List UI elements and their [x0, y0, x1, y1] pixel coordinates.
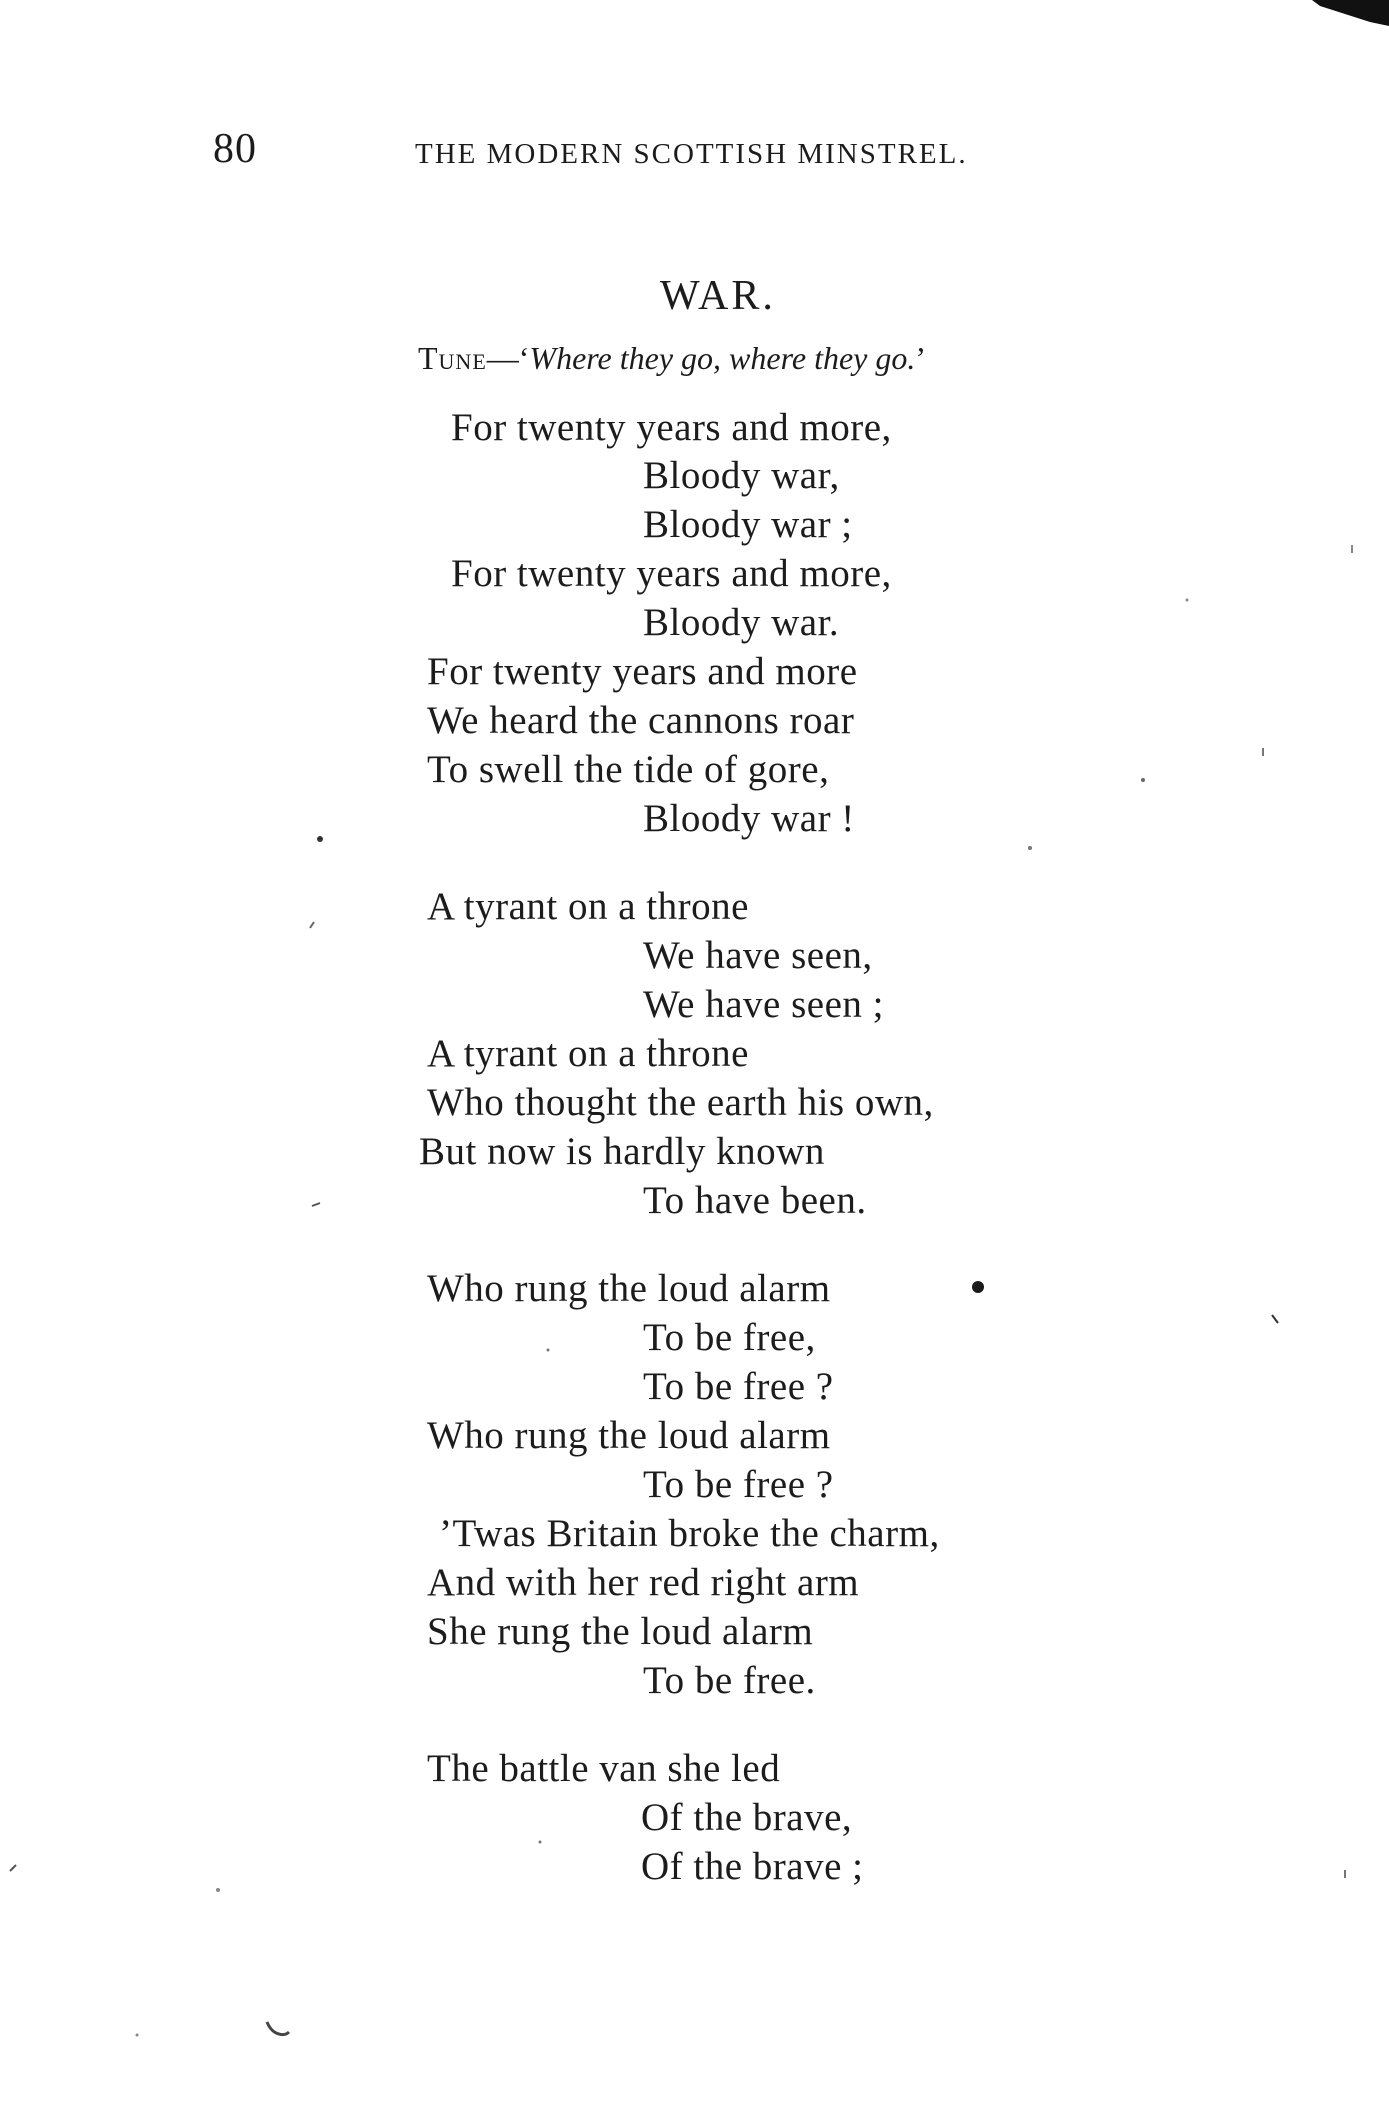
- verse-line: A tyrant on a throne: [427, 1032, 749, 1075]
- tune-close-quote: ’: [915, 340, 927, 376]
- tune-name: Where they go, where they go.: [529, 340, 916, 376]
- corner-mark: [1312, 0, 1389, 26]
- verse-line: Of the brave ;: [641, 1845, 864, 1888]
- verse-line: Bloody war,: [643, 454, 840, 497]
- verse-line: Of the brave,: [641, 1796, 853, 1839]
- verse-line: ’Twas Britain broke the charm,: [439, 1512, 940, 1555]
- ink-blot: [972, 1281, 984, 1293]
- ink-dash: [312, 1203, 320, 1206]
- running-title: THE MODERN SCOTTISH MINSTREL.: [415, 138, 968, 170]
- poem-title: WAR.: [660, 273, 776, 319]
- ink-dot: [1141, 778, 1145, 782]
- verse-line: We have seen ;: [643, 983, 884, 1026]
- verse-line: For twenty years and more: [427, 650, 858, 693]
- verse-line: To be free ?: [643, 1365, 834, 1408]
- verse-line: Bloody war.: [643, 601, 840, 644]
- tune-separator: —‘: [486, 340, 530, 376]
- verse-line: Bloody war !: [643, 797, 855, 840]
- verse-line: Who rung the loud alarm: [427, 1267, 831, 1310]
- verse-line: To be free.: [643, 1659, 816, 1702]
- verse-line: But now is hardly known: [419, 1130, 825, 1173]
- verse-line: We heard the cannons roar: [427, 699, 855, 742]
- ink-dot: [1028, 846, 1032, 850]
- verse-line: To be free,: [643, 1316, 816, 1359]
- ink-dot: [539, 1841, 542, 1844]
- verse-line: For twenty years and more,: [451, 552, 892, 595]
- verse-line: The battle van she led: [427, 1747, 781, 1790]
- ink-dash: [10, 1865, 16, 1871]
- verse-line: To be free ?: [643, 1463, 834, 1506]
- ink-dot: [547, 1349, 550, 1352]
- ink-mark: [267, 2022, 289, 2035]
- verse-line: For twenty years and more,: [451, 406, 892, 449]
- verse-line: We have seen,: [643, 934, 873, 977]
- ink-dash: [1272, 1315, 1278, 1323]
- verse-line: To have been.: [643, 1179, 867, 1222]
- ink-dot: [317, 836, 323, 842]
- verse-line: Bloody war ;: [643, 503, 853, 546]
- tune-label: Tune: [418, 340, 487, 376]
- ink-dash: [310, 922, 314, 928]
- verse-line: And with her red right arm: [427, 1561, 860, 1604]
- ink-dot: [136, 2034, 139, 2037]
- ink-dot: [216, 1888, 220, 1892]
- verse-line: To swell the tide of gore,: [427, 748, 830, 791]
- ink-dot: [1186, 599, 1189, 602]
- page-number: 80: [213, 126, 257, 172]
- verse-line: A tyrant on a throne: [427, 885, 749, 928]
- verse-line: She rung the loud alarm: [427, 1610, 814, 1653]
- verse-line: Who thought the earth his own,: [427, 1081, 934, 1124]
- verse-line: Who rung the loud alarm: [427, 1414, 831, 1457]
